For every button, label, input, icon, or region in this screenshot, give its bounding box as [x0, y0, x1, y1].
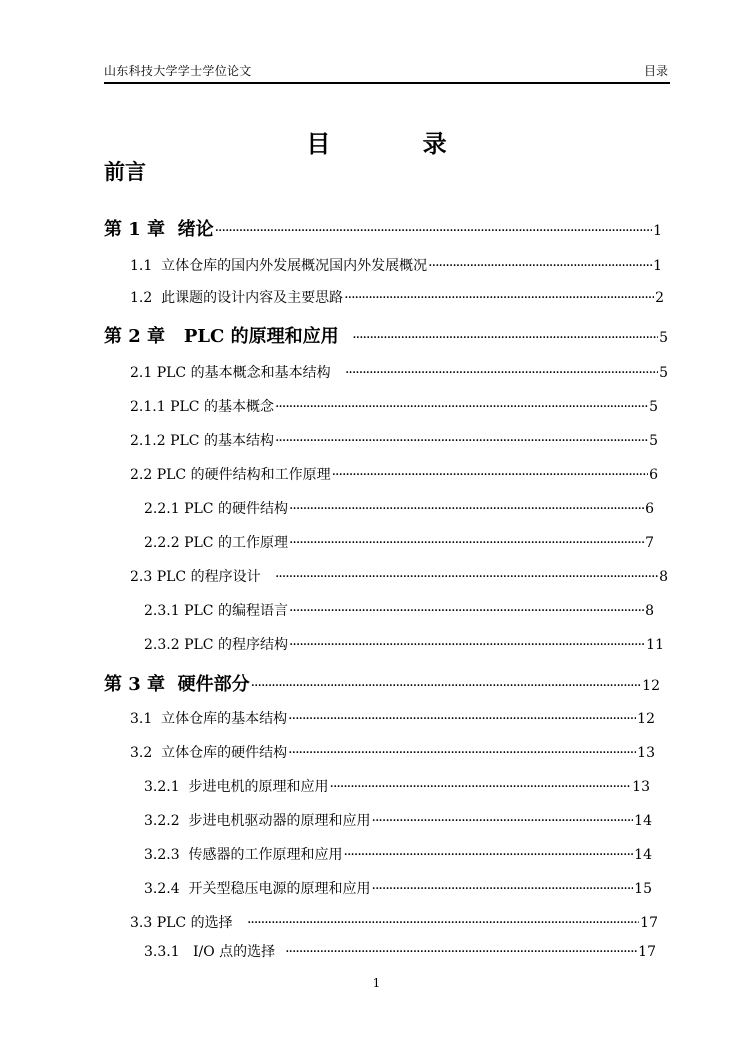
toc-dot-leader	[352, 330, 658, 346]
toc-entry-number: 3.2	[130, 745, 162, 761]
toc-entry-number: 2.1.1	[130, 399, 171, 415]
toc-entry-2-1-2[interactable]	[130, 430, 658, 458]
toc-entry-title: 步进电机的原理和应用	[188, 779, 329, 795]
toc-entry-title: PLC 的基本概念	[170, 399, 274, 415]
toc-dot-leader	[344, 290, 654, 306]
toc-preface[interactable]: 前言	[104, 159, 146, 184]
toc-entry-number: 2.2.1	[144, 501, 185, 517]
toc-entry-title: PLC 的编程语言	[184, 603, 288, 619]
toc-dot-leader	[251, 678, 642, 694]
toc-entry-page: 5	[659, 330, 668, 346]
toc-entry-3-2-1[interactable]	[144, 776, 650, 804]
toc-entry-chapter-3[interactable]	[104, 670, 660, 698]
toc-entry-2-3[interactable]	[130, 566, 668, 594]
toc-dot-leader	[275, 399, 648, 415]
toc-dot-leader	[332, 467, 648, 483]
toc-entry-number: 2.3	[130, 569, 157, 585]
toc-entry-title: 开关型稳压电源的原理和应用	[188, 881, 371, 897]
toc-dot-leader	[372, 813, 634, 829]
toc-entry-page: 5	[649, 433, 658, 449]
toc-entry-page: 14	[634, 847, 652, 863]
toc-dot-leader	[289, 637, 645, 653]
toc-entry-title: 立体仓库的国内外发展概况国内外发展概况	[161, 258, 428, 274]
toc-entry-page: 5	[649, 399, 658, 415]
toc-entry-page: 17	[638, 944, 656, 960]
toc-entry-page: 8	[659, 569, 668, 585]
toc-entry-page: 6	[645, 501, 654, 517]
toc-entry-chapter-1[interactable]	[104, 215, 662, 243]
toc-entry-1-1[interactable]	[130, 255, 662, 283]
toc-entry-number: 第 2 章	[104, 326, 184, 347]
page-number: 1	[372, 976, 381, 990]
toc-entry-number: 3.2.3	[144, 847, 189, 863]
toc-entry-page: 12	[642, 678, 660, 694]
toc-dot-leader	[289, 501, 644, 517]
toc-entry-title: 绪论	[177, 219, 214, 240]
toc-entry-number: 2.1	[130, 365, 157, 381]
toc-entry-page: 2	[655, 290, 664, 306]
toc-entry-number: 3.2.4	[144, 881, 189, 897]
toc-dot-leader	[344, 847, 634, 863]
toc-entry-page: 11	[646, 637, 664, 653]
toc-dot-leader	[247, 915, 639, 931]
toc-dot-leader	[345, 365, 658, 381]
toc-entry-chapter-2[interactable]	[104, 322, 668, 350]
toc-entry-number: 2.2.2	[144, 535, 185, 551]
toc-entry-title: PLC 的硬件结构	[184, 501, 288, 517]
toc-entry-number: 3.2.2	[144, 813, 189, 829]
toc-entry-number: 第 1 章	[104, 219, 178, 240]
toc-entry-title: PLC 的程序结构	[184, 637, 288, 653]
toc-entry-title: PLC 的程序设计	[156, 569, 274, 585]
toc-entry-title: PLC 的硬件结构和工作原理	[156, 467, 331, 483]
toc-entry-3-3-1[interactable]	[144, 941, 656, 969]
header-university-title: 山东科技大学学士学位论文	[104, 64, 252, 78]
toc-entry-page: 5	[659, 365, 668, 381]
toc-entry-page: 13	[637, 745, 655, 761]
toc-entry-title: I/O 点的选择	[192, 944, 285, 960]
toc-entry-page: 7	[645, 535, 654, 551]
toc-dot-leader	[428, 258, 652, 274]
toc-entry-number: 3.3	[130, 915, 157, 931]
toc-entry-title: 立体仓库的硬件结构	[161, 745, 288, 761]
toc-dot-leader	[215, 223, 652, 239]
toc-entry-number: 3.1	[130, 711, 162, 727]
toc-entry-number: 2.3.2	[144, 637, 185, 653]
toc-entry-title: PLC 的工作原理	[184, 535, 288, 551]
toc-entry-page: 14	[634, 813, 652, 829]
toc-entry-number: 3.3.1	[144, 944, 193, 960]
toc-entry-number: 2.3.1	[144, 603, 185, 619]
toc-entry-title: PLC 的原理和应用	[183, 326, 352, 347]
toc-entry-2-1-1[interactable]	[130, 396, 658, 424]
toc-dot-leader	[288, 711, 636, 727]
toc-dot-leader	[372, 881, 634, 897]
toc-entry-number: 第 3 章	[104, 674, 178, 695]
toc-entry-page: 6	[649, 467, 658, 483]
toc-entry-page: 15	[634, 881, 652, 897]
toc-entry-number: 1.2	[130, 290, 162, 306]
toc-dot-leader	[289, 535, 644, 551]
toc-dot-leader	[285, 944, 637, 960]
toc-entry-page: 12	[637, 711, 655, 727]
toc-entry-number: 3.2.1	[144, 779, 189, 795]
toc-entry-page: 1	[653, 223, 662, 239]
toc-entry-2-2-1[interactable]	[144, 498, 654, 526]
toc-entry-number: 2.1.2	[130, 433, 171, 449]
toc-entry-1-2[interactable]	[130, 287, 664, 315]
toc-entry-3-1[interactable]	[130, 708, 655, 736]
toc-entry-title: 硬件部分	[177, 674, 250, 695]
toc-entry-title: 此课题的设计内容及主要思路	[161, 290, 344, 306]
toc-entry-page: 17	[640, 915, 658, 931]
toc-dot-leader	[330, 779, 632, 795]
toc-dot-leader	[275, 569, 658, 585]
toc-entry-title: PLC 的基本概念和基本结构	[156, 365, 344, 381]
toc-entry-2-1[interactable]	[130, 362, 668, 390]
document-title: 目 录	[306, 129, 489, 158]
toc-entry-2-3-2[interactable]	[144, 634, 664, 662]
toc-entry-3-2-4[interactable]	[144, 878, 652, 906]
toc-dot-leader	[288, 745, 636, 761]
toc-entry-2-2-2[interactable]	[144, 532, 654, 560]
toc-entry-title: PLC 的选择	[156, 915, 246, 931]
toc-entry-3-2-2[interactable]	[144, 810, 652, 838]
toc-entry-number: 1.1	[130, 258, 162, 274]
toc-entry-title: PLC 的基本结构	[170, 433, 274, 449]
toc-dot-leader	[289, 603, 644, 619]
toc-entry-title: 立体仓库的基本结构	[161, 711, 288, 727]
toc-entry-title: 步进电机驱动器的原理和应用	[188, 813, 371, 829]
toc-dot-leader	[275, 433, 648, 449]
toc-entry-page: 1	[653, 258, 662, 274]
toc-entry-page: 8	[645, 603, 654, 619]
toc-entry-title: 传感器的工作原理和应用	[188, 847, 343, 863]
toc-entry-page: 13	[632, 779, 650, 795]
toc-entry-3-2[interactable]	[130, 742, 655, 770]
toc-entry-2-3-1[interactable]	[144, 600, 654, 628]
header-section-title: 目录	[643, 64, 668, 78]
toc-entry-3-3[interactable]	[130, 912, 658, 940]
toc-entry-3-2-3[interactable]	[144, 844, 652, 872]
toc-entry-2-2[interactable]	[130, 464, 658, 492]
toc-entry-number: 2.2	[130, 467, 157, 483]
